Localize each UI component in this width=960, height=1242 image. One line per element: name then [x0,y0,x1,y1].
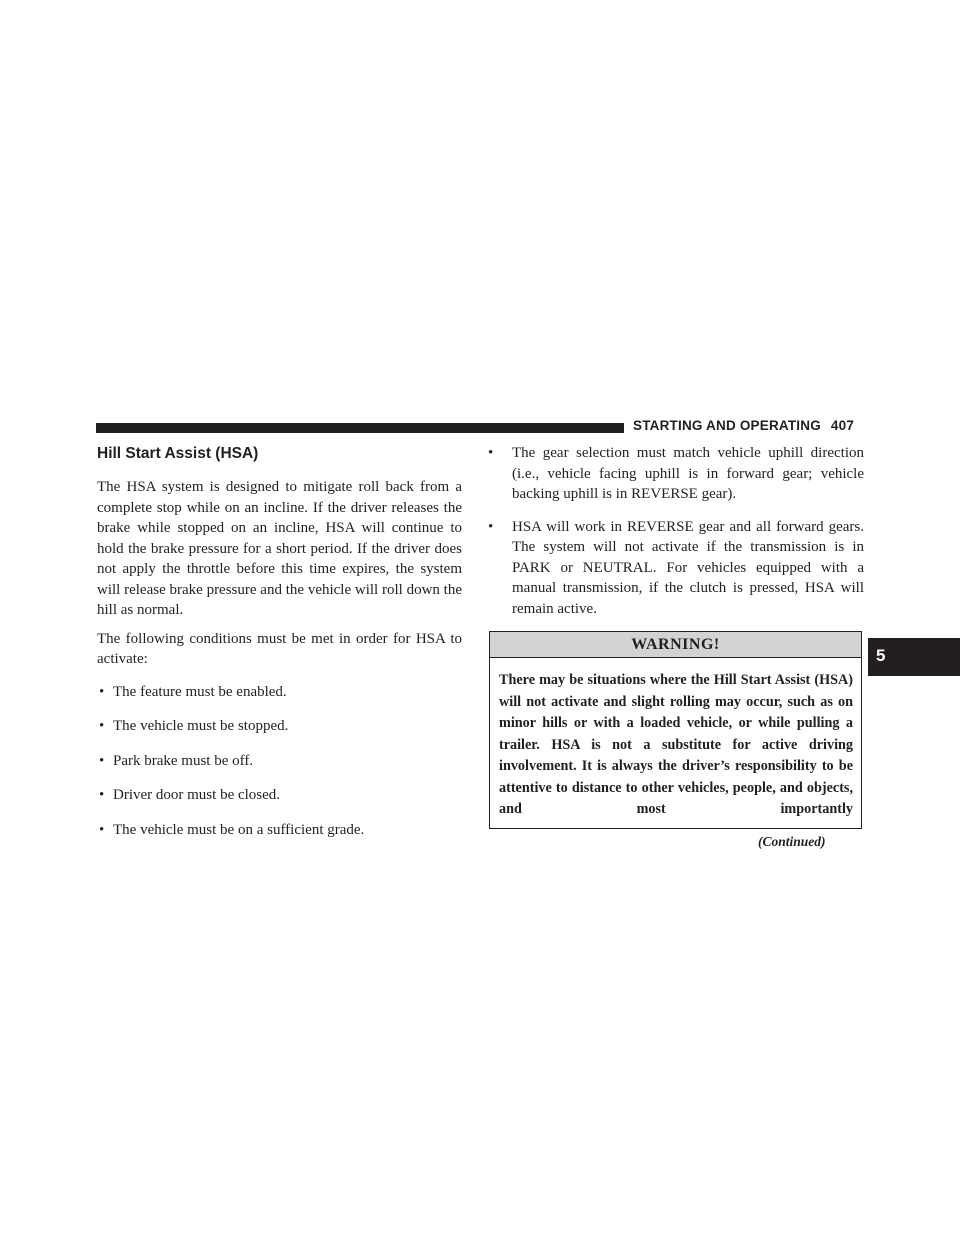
bullet-icon: • [99,787,105,803]
warning-text: There may be situations where the Hill Start Assist (HSA) will not activate and slight rolling may occur, such as on minor hills or with a loaded vehicle, or while pulling a trailer. HSA is not a substitute for active driving involvement. It is always the driver’s responsibility to be attentive to distance to other vehicles, people, and objects, and most importantly [499,672,853,817]
page-number: 407 [830,418,855,433]
warning-box [489,631,862,829]
bullet-icon: • [99,718,105,734]
list-item-text: The gear selection must match vehicle uphill direction (i.e., vehicle facing uphill is in forward gear; vehicle backing uphill is in REVERSE gear). [512,445,864,502]
list-item [97,682,462,703]
list-item-text: HSA will work in REVERSE gear and all forward gears. The system will not activate if the transmission is in PARK or NEUTRAL. For vehicles equipped with a manual transmission, if the clutch is pressed, HSA will remain active. [512,518,864,617]
chapter-number: 5 [876,646,886,665]
list-item [488,517,864,620]
bullet-icon: • [99,752,105,769]
warning-title: WARNING! [490,632,861,658]
bullet-icon: • [488,518,494,535]
list-item [488,443,864,505]
list-item-text: Park brake must be off. [113,752,254,769]
bullet-icon: • [99,821,105,838]
list-item [97,785,462,806]
chapter-tab [868,638,960,676]
section-title: Hill Start Assist (HSA) [97,445,259,462]
conditions-list [97,682,462,841]
gear-conditions-list [488,443,864,619]
left-column [97,443,462,854]
list-item-text: The feature must be enabled. [113,683,287,700]
bullet-icon: • [99,683,105,700]
list-item-text: Driver door must be closed. [113,787,281,803]
header-rule [96,423,624,433]
continued-label: (Continued) [758,834,826,849]
list-item-text: The vehicle must be stopped. [113,718,289,734]
list-item [97,751,462,772]
header-section-title: STARTING AND OPERATING [633,418,821,433]
bullet-icon: • [488,445,494,461]
right-column [488,443,864,829]
conditions-intro: The following conditions must be met in order for HSA to activate: [97,630,462,667]
running-header [633,418,854,433]
intro-paragraph: The HSA system is designed to mitigate roll back from a complete stop while on an incline. If the driver releases the brake while stopped on an incline, HSA will continue to hold the brake pressure for a short period. If the driver does not apply the throttle before this time expires, the system will release brake pressure and the vehicle will roll down the hill as normal. [97,479,462,618]
list-item [97,716,462,737]
list-item [97,820,462,841]
list-item-text: The vehicle must be on a sufficient grade. [113,821,365,838]
